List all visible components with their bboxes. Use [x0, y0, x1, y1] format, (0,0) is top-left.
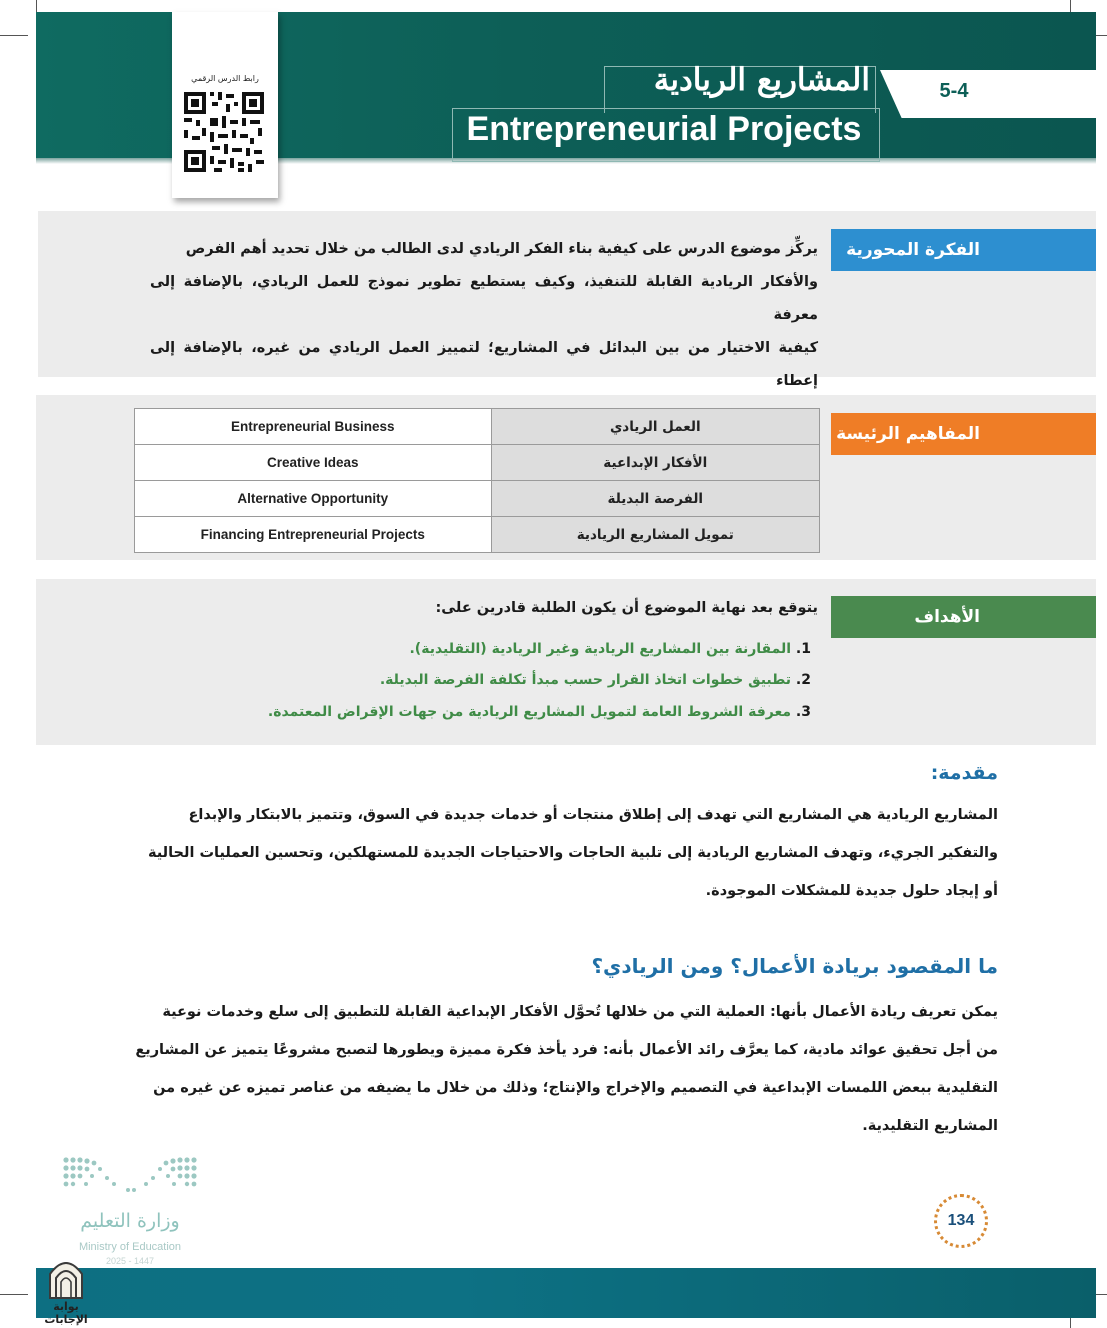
definition-line: يمكن تعريف ريادة الأعمال بأنها: العملية التي من خلالها تُحوَّل الأفكار الإبداعية القابلة للتطبيق إلى سلع وخدمات نوعية: [162, 1004, 998, 1020]
ministry-name-ar: وزارة التعليم: [80, 1210, 180, 1232]
concept-row: [135, 445, 820, 481]
central-idea-label: الفكرة المحورية: [831, 229, 1096, 271]
footer-band: [36, 1268, 1096, 1318]
key-concepts-label: المفاهيم الرئيسة: [831, 413, 1096, 455]
objective-item: [380, 672, 811, 688]
objective-number: 1.: [795, 641, 811, 657]
objective-item: [268, 704, 811, 720]
crop-mark: [0, 1294, 28, 1295]
concept-ar: العمل الريادي: [491, 409, 819, 445]
objective-item: [409, 641, 811, 657]
lesson-number-tab: [880, 70, 1096, 118]
page-number-badge: [934, 1194, 988, 1248]
objective-text: المقارنة بين المشاريع الريادية وغير الريادية (التقليدية).: [409, 641, 792, 657]
concept-row: [135, 517, 820, 553]
concept-en: Alternative Opportunity: [135, 481, 492, 517]
definition-line: من أجل تحقيق عوائد مادية، كما يعرَّف رائد الأعمال بأنه: فرد يأخذ فكرة مميزة ويطورها لتصبح مشروعًا يتميز عن المشاريع: [135, 1042, 998, 1058]
central-idea-line: والأفكار الريادية القابلة للتنفيذ، وكيف يستطيع تطوير نموذج للعمل الريادي، بالإضافة إلى معرفة: [150, 274, 818, 323]
page-title-ar: المشاريع الريادية: [653, 62, 870, 98]
crop-mark: [0, 35, 28, 36]
definition-line: المشاريع التقليدية.: [862, 1118, 998, 1134]
central-idea-line: يركِّز موضوع الدرس على كيفية بناء الفكر الريادي لدى الطالب من خلال تحديد أهم الفرص: [185, 241, 818, 257]
objectives-label: الأهداف: [831, 596, 1096, 638]
lesson-number: 5-4: [939, 80, 969, 102]
definition-heading: ما المقصود بريادة الأعمال؟ ومن الريادي؟: [591, 954, 998, 978]
portal-logo-icon[interactable]: [44, 1254, 88, 1300]
concept-row: [135, 481, 820, 517]
intro-line: المشاريع الريادية هي المشاريع التي تهدف إلى إطلاق منتجات أو خدمات جديدة في السوق، وتتميز بالابتكار والإبداع: [188, 807, 998, 823]
page-title-en: Entrepreneurial Projects: [466, 110, 862, 148]
concept-row: [135, 409, 820, 445]
portal-name[interactable]: بوابة الإجابات: [44, 1300, 88, 1326]
concept-en: Financing Entrepreneurial Projects: [135, 517, 492, 553]
page-number: 134: [947, 1212, 975, 1229]
definition-line: التقليدية ببعض اللمسات الإبداعية في التصميم والإخراج والإنتاج؛ وذلك من خلال ما يضيفه من عناصر تميزه عن غيره من: [153, 1080, 998, 1096]
objective-number: 2.: [795, 672, 811, 688]
objective-text: تطبيق خطوات اتخاذ القرار حسب مبدأ تكلفة الفرصة البديلة.: [379, 672, 792, 688]
central-idea-line: كيفية الاختيار من بين البدائل في المشاريع؛ لتمييز العمل الريادي من غيره، بالإضافة إلى إعطاء: [150, 340, 818, 389]
ministry-year: 2025 - 1447: [105, 1256, 155, 1266]
qr-code-icon[interactable]: [182, 90, 266, 174]
intro-heading: مقدمة:: [930, 762, 998, 784]
concept-ar: تمويل المشاريع الريادية: [491, 517, 819, 553]
intro-line: أو إيجاد حلول جديدة للمشكلات الموجودة.: [705, 883, 998, 899]
objective-number: 3.: [795, 704, 811, 720]
concept-en: Entrepreneurial Business: [135, 409, 492, 445]
intro-paragraph: [134, 796, 998, 910]
ministry-name-en: Ministry of Education: [78, 1241, 182, 1253]
definition-paragraph: [134, 993, 998, 1145]
key-concepts-table: [134, 408, 820, 553]
concept-en: Creative Ideas: [135, 445, 492, 481]
concept-ar: الأفكار الإبداعية: [491, 445, 819, 481]
ministry-logo-icon: [62, 1154, 198, 1198]
objectives-intro: يتوقع بعد نهاية الموضوع أن يكون الطلبة قادرين على:: [435, 600, 818, 616]
concept-ar: الفرصة البديلة: [491, 481, 819, 517]
qr-caption: رابط الدرس الرقمي: [191, 74, 259, 83]
intro-line: والتفكير الجريء، وتهدف المشاريع الريادية إلى تلبية الحاجات والاحتياجات الجديدة للمستهلكين، وتحسين العمليات الحالية: [147, 845, 998, 861]
objective-text: معرفة الشروط العامة لتمويل المشاريع الريادية من جهات الإقراض المعتمدة.: [267, 704, 792, 720]
